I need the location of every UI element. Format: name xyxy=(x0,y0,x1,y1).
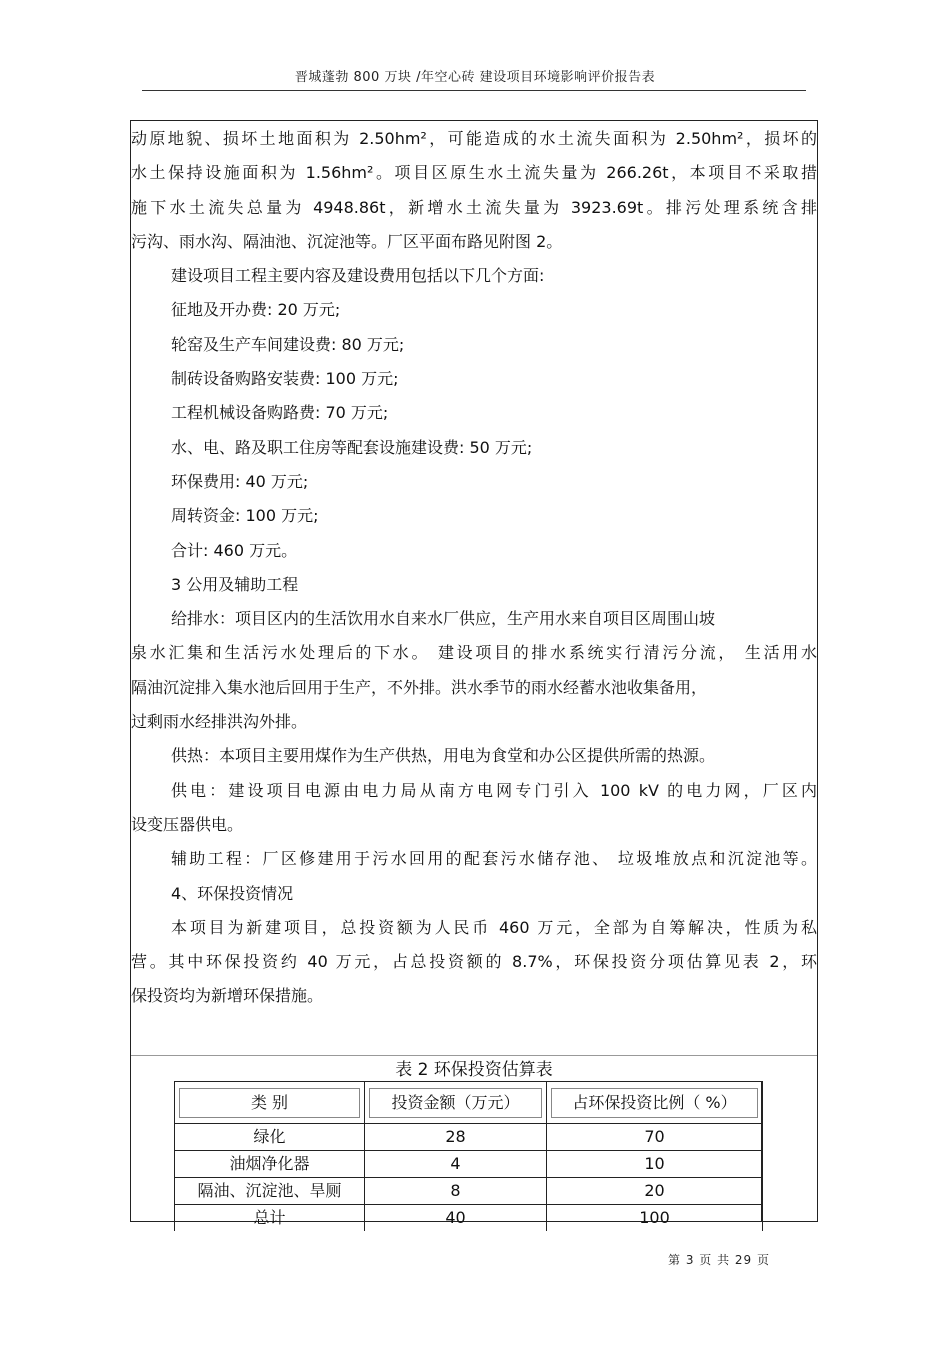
table-cell: 28 xyxy=(365,1124,547,1151)
table-cell: 总计 xyxy=(175,1205,365,1232)
table-section-divider xyxy=(131,1055,817,1056)
paragraph-line: 供热：本项目主要用煤作为生产供热，用电为食堂和办公区提供所需的热源。 xyxy=(171,746,716,766)
cost-item: 工程机械设备购路费: 70 万元; xyxy=(171,403,389,423)
paragraph-line: 建设项目工程主要内容及建设费用包括以下几个方面: xyxy=(171,266,545,286)
paragraph-line: 辅助工程：厂区修建用于污水回用的配套污水储存池、 垃圾堆放点和沉淀池等。 xyxy=(171,849,817,869)
table-cell: 70 xyxy=(547,1124,763,1151)
table-row xyxy=(175,1124,763,1151)
paragraph-line: 水土保持设施面积为 1.56hm²。项目区原生水土流失量为 266.26t，本项目不采取措 xyxy=(131,163,817,183)
paragraph-line: 保投资均为新增环保措施。 xyxy=(131,986,324,1006)
paragraph-line: 隔油沉淀排入集水池后回用于生产，不外排。洪水季节的雨水经蓄水池收集备用， xyxy=(131,677,708,697)
cost-total: 合计: 460 万元。 xyxy=(171,540,298,560)
paragraph-line: 给排水：项目区内的生活饮用水自来水厂供应，生产用水来自项目区周围山坡 xyxy=(171,609,716,629)
table-header-row xyxy=(175,1082,763,1124)
paragraph-line: 过剩雨水经排洪沟外排。 xyxy=(131,712,308,732)
table-cell: 10 xyxy=(547,1151,763,1178)
table-cell: 8 xyxy=(365,1178,547,1205)
table-cell: 油烟净化器 xyxy=(175,1151,365,1178)
report-body xyxy=(131,122,817,1014)
cost-item: 周转资金: 100 万元; xyxy=(171,506,319,526)
cost-item: 水、电、路及职工住房等配套设施建设费: 50 万元; xyxy=(171,437,533,457)
page-header: 晋城蓬勃 800 万块 /年空心砖 建设项目环境影响评价报告表 xyxy=(294,70,656,85)
paragraph-line: 动原地貌、损坏土地面积为 2.50hm²，可能造成的水土流失面积为 2.50hm²，损坏的 xyxy=(131,129,817,148)
header-rule xyxy=(142,90,806,91)
page-number: 第 3 页 共 29 页 xyxy=(668,1253,770,1267)
cost-item: 制砖设备购路安装费: 100 万元; xyxy=(171,369,399,389)
table-header-cell: 投资金额（万元） xyxy=(365,1082,547,1124)
table-row xyxy=(175,1151,763,1178)
table-cell: 绿化 xyxy=(175,1124,365,1151)
table-cell: 40 xyxy=(365,1205,547,1232)
table-header-cell: 类 别 xyxy=(175,1082,365,1124)
table-cell: 隔油、沉淀池、旱厕 xyxy=(175,1178,365,1205)
table-total-row xyxy=(175,1205,763,1232)
paragraph-line: 供电：建设项目电源由电力局从南方电网专门引入 100 kV 的电力网，厂区内 xyxy=(171,780,817,800)
investment-table xyxy=(174,1081,763,1231)
paragraph-line: 污沟、雨水沟、隔油池、沉淀池等。厂区平面布路见附图 2。 xyxy=(131,231,563,251)
table-cell: 20 xyxy=(547,1178,763,1205)
paragraph-line: 泉水汇集和生活污水处理后的下水。 建设项目的排水系统实行清污分流， 生活用水 xyxy=(131,643,817,663)
paragraph-line: 设变压器供电。 xyxy=(131,814,244,834)
cost-item: 环保费用: 40 万元; xyxy=(171,471,309,491)
table-header-cell: 占环保投资比例（ %） xyxy=(547,1082,763,1124)
cost-item: 征地及开办费: 20 万元; xyxy=(171,300,341,320)
section-heading: 4、环保投资情况 xyxy=(171,883,294,903)
cost-item: 轮窑及生产车间建设费: 80 万元; xyxy=(171,334,405,354)
section-heading: 3 公用及辅助工程 xyxy=(171,574,299,594)
paragraph-line: 本项目为新建项目，总投资额为人民币 460 万元，全部为自筹解决，性质为私 xyxy=(171,917,817,937)
paragraph-line: 营。其中环保投资约 40 万元，占总投资额的 8.7%，环保投资分项估算见表 2，环 xyxy=(131,952,817,972)
table-row xyxy=(175,1178,763,1205)
table-cell: 4 xyxy=(365,1151,547,1178)
paragraph-line: 施下水土流失总量为 4948.86t，新增水土流失量为 3923.69t。排污处理系统含排 xyxy=(131,197,817,217)
table-caption: 表 2 环保投资估算表 xyxy=(395,1060,553,1080)
table-cell: 100 xyxy=(547,1205,763,1232)
